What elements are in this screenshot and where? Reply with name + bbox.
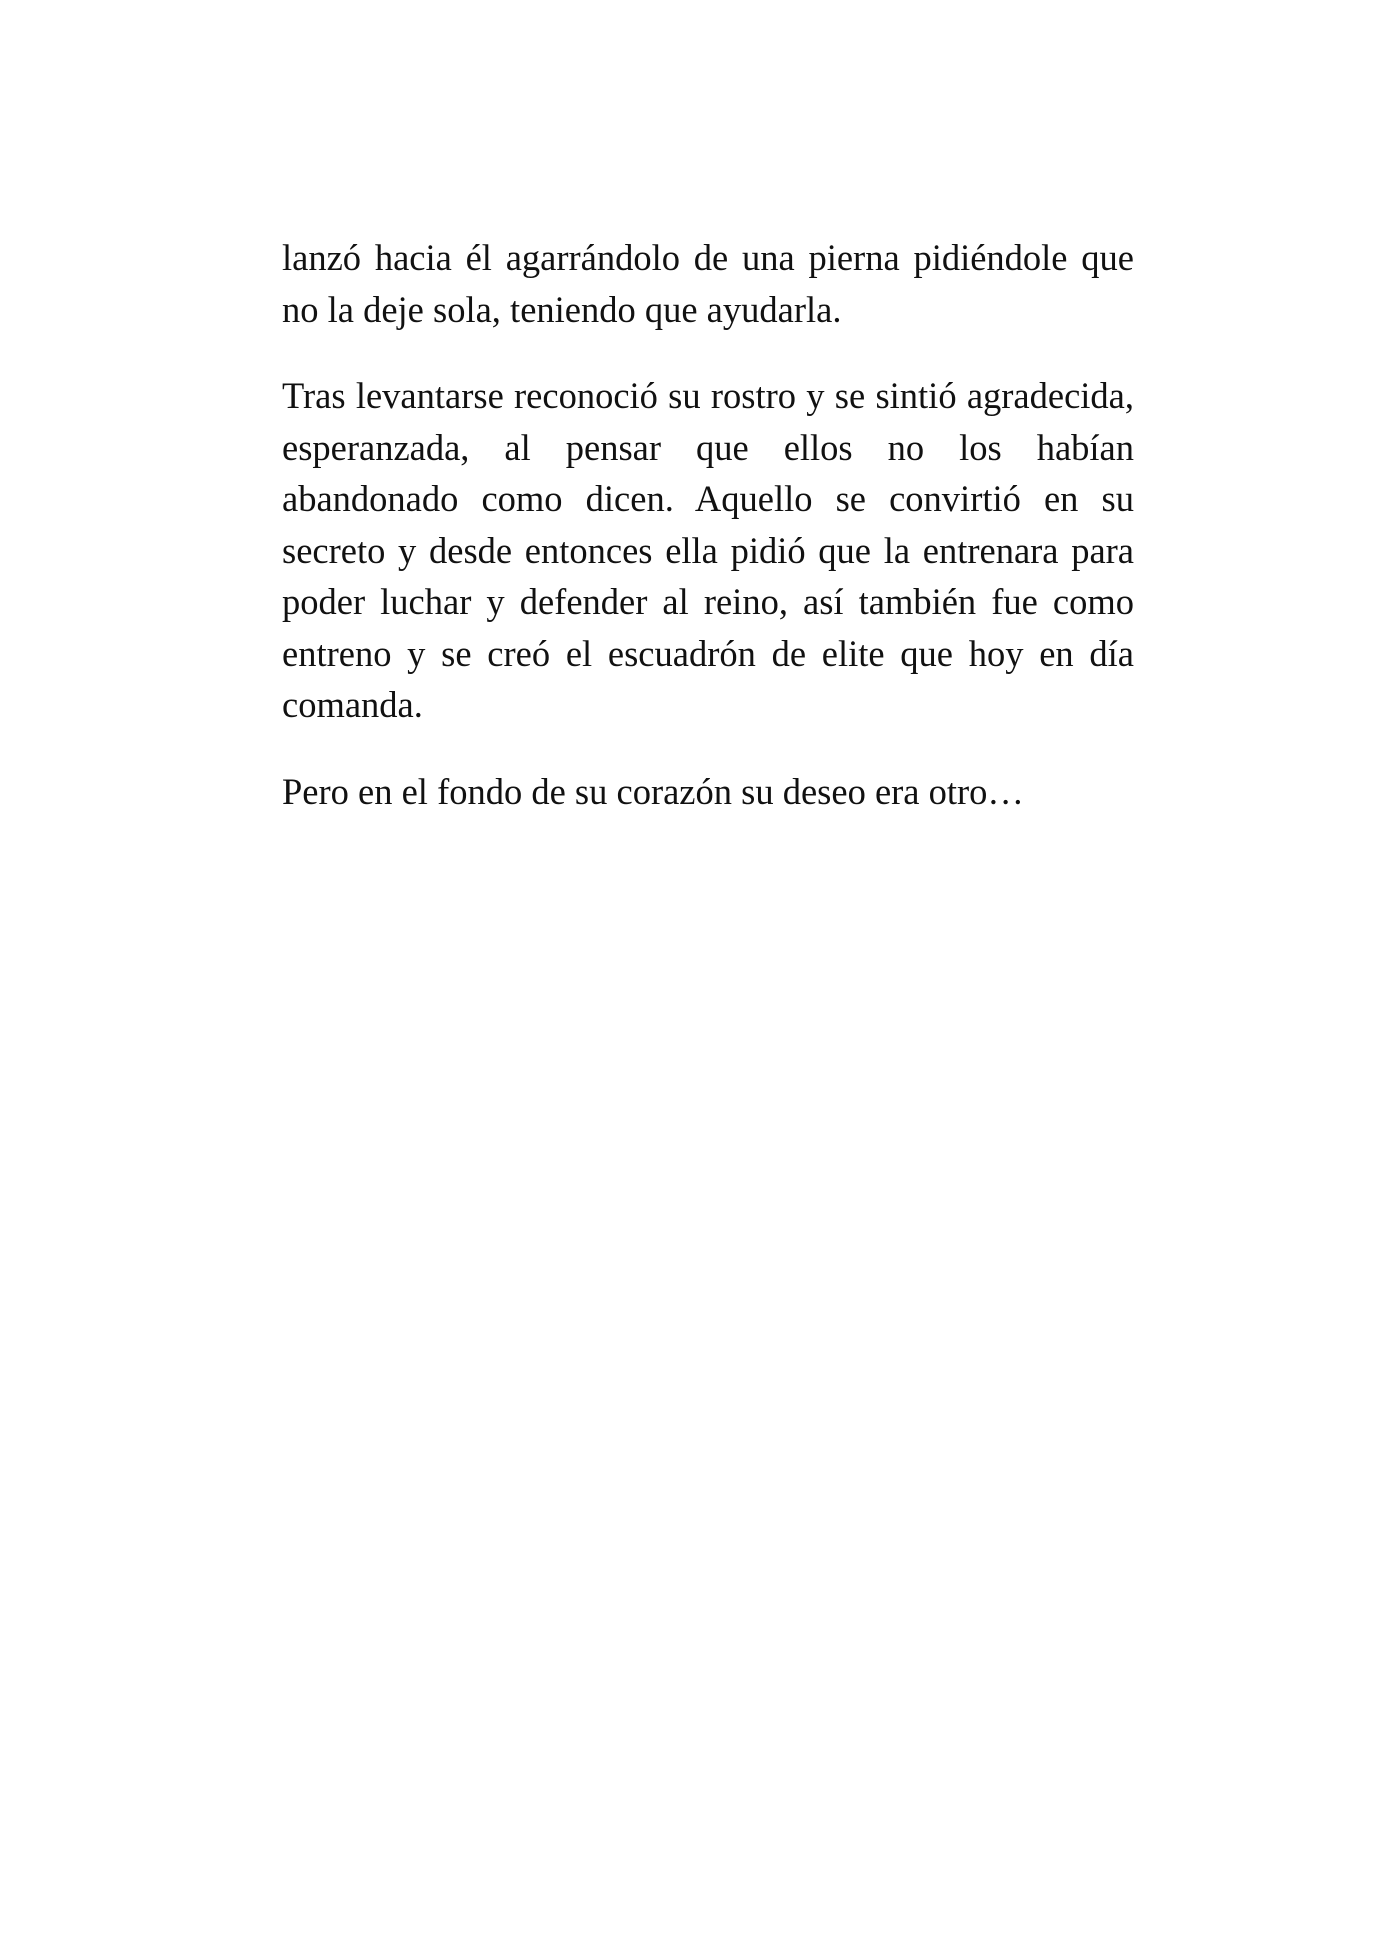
page-body-text [282, 232, 1134, 817]
paragraph-1: lanzó hacia él agarrándolo de una pierna pidiéndole que no la deje sola, teniendo que ayudarla. [282, 237, 1134, 330]
paragraph-3: Pero en el fondo de su corazón su deseo era otro… [282, 770, 1024, 812]
paragraph-2: Tras levantarse reconoció su rostro y se sintió agradecida, esperanzada, al pensar que ellos no los habían abandonado como dicen. Aquello se convirtió en su secreto y desde entonces ella pidió que la entrenara para poder luchar y defender al reino, así también fue como entreno y se creó el escuadrón de elite que hoy en día comanda. [282, 375, 1134, 725]
